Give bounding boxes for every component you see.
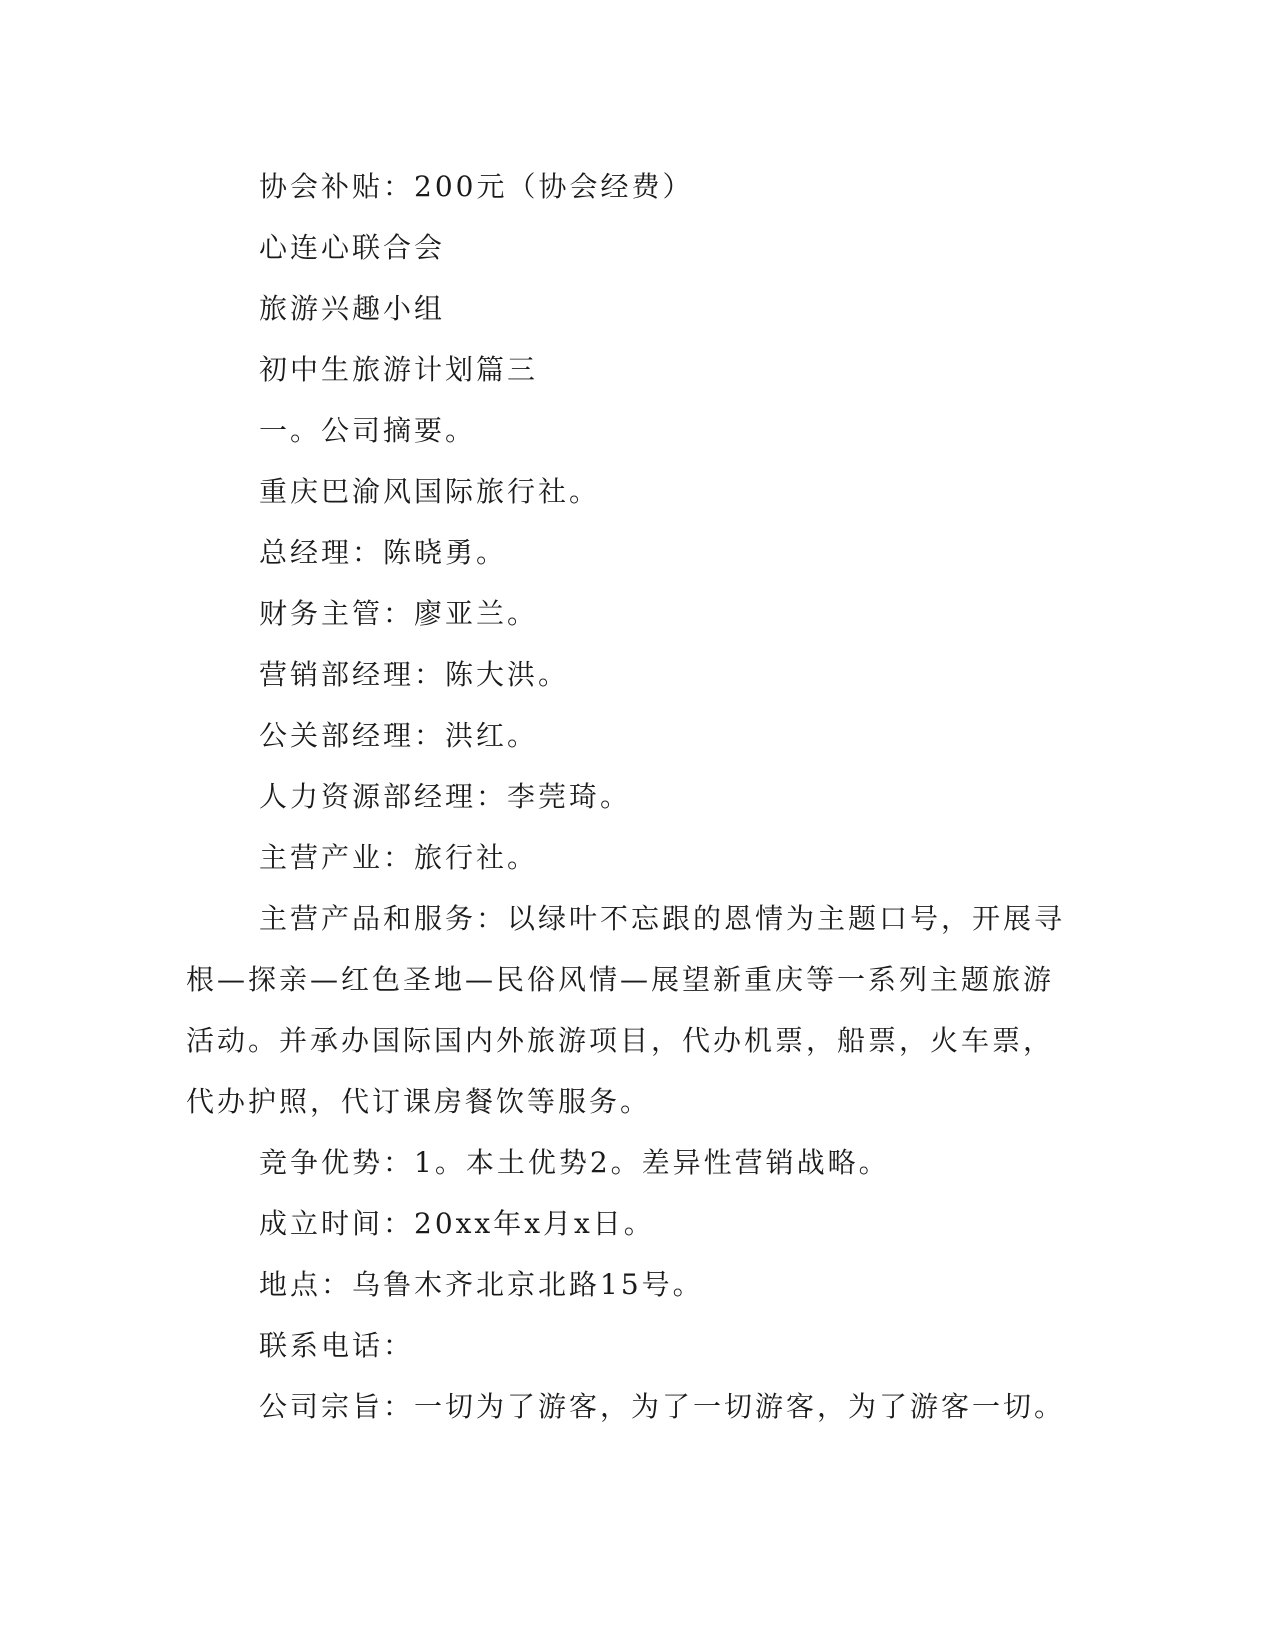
paragraph-interest-group: 旅游兴趣小组 [259, 292, 446, 325]
paragraph-competitive-advantage: 竞争优势：1。本土优势2。差异性营销战略。 [259, 1146, 890, 1179]
paragraph-union: 心连心联合会 [259, 231, 446, 264]
document-body [186, 156, 1066, 1437]
paragraph-founding-date: 成立时间：20xx年x月x日。 [259, 1207, 655, 1240]
paragraph-phone: 联系电话： [259, 1329, 415, 1362]
paragraph-products-services: 主营产品和服务：以绿叶不忘跟的恩情为主题口号，开展寻根—探亲—红色圣地—民俗风情—展望新重庆等一系列主题旅游活动。并承办国际国内外旅游项目，代办机票，船票，火车票，代办护照，代订课房餐饮等服务。 [186, 902, 1066, 1118]
paragraph-address: 地点：乌鲁木齐北京北路15号。 [259, 1268, 704, 1301]
paragraph-mission: 公司宗旨：一切为了游客，为了一切游客，为了游客一切。 [259, 1390, 1066, 1423]
paragraph-company-name: 重庆巴渝风国际旅行社。 [259, 475, 601, 508]
paragraph-hr-manager: 人力资源部经理：李莞琦。 [259, 780, 632, 813]
paragraph-general-manager: 总经理：陈晓勇。 [259, 536, 508, 569]
paragraph-finance-head: 财务主管：廖亚兰。 [259, 597, 539, 630]
paragraph-subsidy: 协会补贴：200元（协会经费） [259, 170, 694, 203]
paragraph-main-industry: 主营产业：旅行社。 [259, 841, 539, 874]
section-heading: 初中生旅游计划篇三 [259, 353, 539, 386]
paragraph-marketing-manager: 营销部经理：陈大洪。 [259, 658, 570, 691]
paragraph-pr-manager: 公关部经理：洪红。 [259, 719, 539, 752]
subsection-heading: 一。公司摘要。 [259, 414, 477, 447]
